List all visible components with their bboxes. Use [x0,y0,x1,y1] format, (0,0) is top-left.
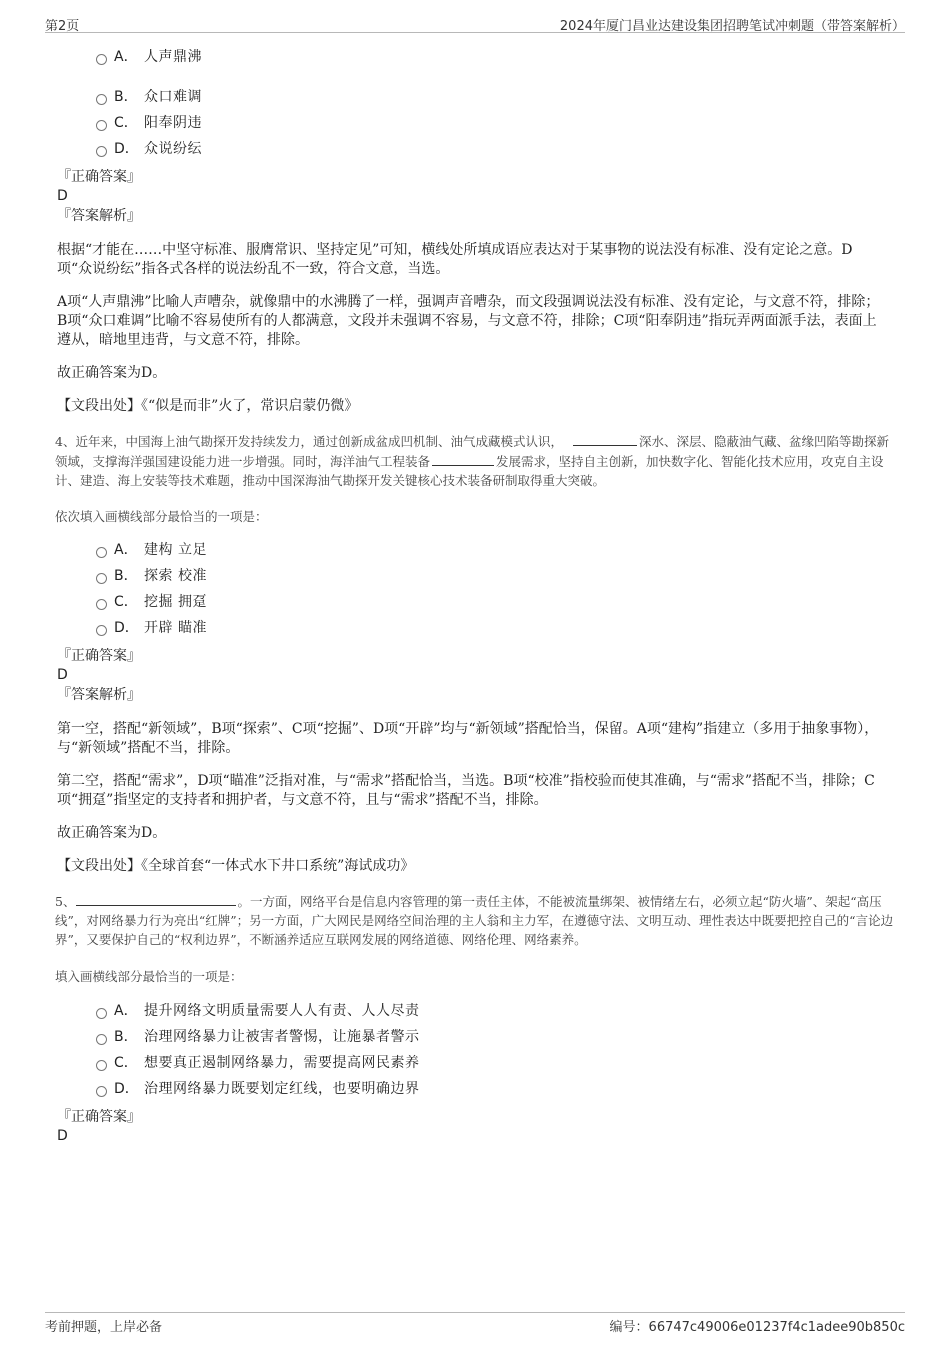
radio-icon[interactable] [96,146,107,157]
q4-analysis-p2: 第二空，搭配“需求”，D项“瞄准”泛指对准，与“需求”搭配恰当，当选。B项“校准”指校验而使其准确，与“需求”搭配不当，排除；C项“拥趸”指坚定的支持者和拥护者，与文意不符，且与“需求”搭配不当，排除。 [57,773,875,808]
q4-stem: 4、近年来，中国海上油气勘探开发持续发力，通过创新成盆成凹机制、油气成藏模式认识， 深水、深层、隐蔽油气藏、盆缘凹陷等勘探新领域，支撑海洋强国建设能力进一步增强。同时，海洋油气工程装备 发展需求，坚持自主创新，加快数字化、智能化技术应用，攻克自主设计、建造、海上安装等技术难题，推动中国深海油气勘探开发关键核心技术装备研制取得重大突破。 [55,431,897,490]
radio-icon[interactable] [96,1034,107,1045]
q4-answer-label: 『正确答案』 [57,648,141,664]
page-number: 第2页 [45,19,80,34]
q5-option-b[interactable]: B． 治理网络暴力让被害者警惕，让施暴者警示 [96,1027,420,1047]
q3-analysis-label: 『答案解析』 [57,208,141,224]
q3-option-d[interactable]: D． 众说纷纭 [96,139,202,159]
q5-prompt: 填入画横线部分最恰当的一项是： [55,969,243,984]
radio-icon[interactable] [96,94,107,105]
q5-option-c[interactable]: C． 想要真正遏制网络暴力，需要提高网民素养 [96,1053,420,1073]
q4-analysis-label: 『答案解析』 [57,687,141,703]
q4-analysis-p1: 第一空，搭配“新领域”，B项“探索”、C项“挖掘”、D项“开辟”均与“新领域”搭配恰当，保留。A项“建构”指建立（多用于抽象事物），与“新领域”搭配不当，排除。 [57,721,879,756]
page-footer [45,1312,905,1335]
q5-option-d[interactable]: D． 治理网络暴力既要划定红线，也要明确边界 [96,1079,420,1099]
q3-answer: D [57,188,68,204]
radio-icon[interactable] [96,1008,107,1019]
q4-option-c[interactable]: C． 挖掘 拥趸 [96,592,207,612]
radio-icon[interactable] [96,54,107,65]
q3-answer-label: 『正确答案』 [57,169,141,185]
q4-prompt: 依次填入画横线部分最恰当的一项是： [55,509,268,524]
radio-icon[interactable] [96,120,107,131]
q5-answer-label: 『正确答案』 [57,1109,141,1125]
q3-analysis-p2: A项“人声鼎沸”比喻人声嘈杂，就像鼎中的水沸腾了一样，强调声音嘈杂，而文段强调说法没有标准、没有定论，与文意不符，排除；B项“众口难调”比喻不容易使所有的人都满意，文段并未强调不容易，与文意不符，排除；C项“阳奉阴违”指玩弄两面派手法，表面上遵从，暗地里违背，与文意不符，排除。 [57,294,880,348]
page-header [45,14,905,33]
fill-blank [573,431,637,446]
fill-blank [76,891,236,906]
q4-analysis-p3: 故正确答案为D。 [57,825,167,841]
q5-answer: D [57,1128,68,1144]
document-title: 2024年厦门昌业达建设集团招聘笔试冲刺题（带答案解析） [559,19,905,34]
fill-blank [432,451,494,466]
document-code: 编号：66747c49006e01237f4c1adee90b850c [609,1320,905,1335]
q3-analysis-p1: 根据“才能在……中坚守标准、服膺常识、坚持定见”可知，横线处所填成语应表达对于某事物的说法没有标准、没有定论之意。D项“众说纷纭”指各式各样的说法纷乱不一致，符合文意，当选。 [57,242,853,277]
q4-source: 【文段出处】《全球首套“一体式水下井口系统”海试成功》 [57,858,415,874]
q5-option-a[interactable]: A． 提升网络文明质量需要人人有责、人人尽责 [96,1001,420,1021]
q3-option-b[interactable]: B． 众口难调 [96,87,202,107]
q5-stem: 5、 。一方面，网络平台是信息内容管理的第一责任主体，不能被流量绑架、被情绪左右，必须立起“防火墙”、架起“高压线”，对网络暴力行为亮出“红牌”；另一方面，广大网民是网络空间治理的主人翁和主力军，在遵德守法、文明互动、理性表达中既要把控自己的“言论边界”，又要保护自己的“权利边界”，不断涵养适应互联网发展的网络道德、网络伦理、网络素养。 [55,891,897,949]
radio-icon[interactable] [96,1060,107,1071]
q3-source: 【文段出处】《“似是而非”火了，常识启蒙仍微》 [57,398,359,414]
q3-option-c[interactable]: C． 阳奉阴违 [96,113,202,133]
q4-option-d[interactable]: D． 开辟 瞄准 [96,618,207,638]
radio-icon[interactable] [96,573,107,584]
radio-icon[interactable] [96,1086,107,1097]
footer-slogan: 考前押题，上岸必备 [45,1320,163,1335]
radio-icon[interactable] [96,547,107,558]
q4-option-a[interactable]: A． 建构 立足 [96,540,207,560]
q4-answer: D [57,667,68,683]
q3-option-a[interactable]: A． 人声鼎沸 [96,47,202,67]
radio-icon[interactable] [96,625,107,636]
q4-option-b[interactable]: B． 探索 校准 [96,566,207,586]
radio-icon[interactable] [96,599,107,610]
q3-analysis-p3: 故正确答案为D。 [57,365,167,381]
